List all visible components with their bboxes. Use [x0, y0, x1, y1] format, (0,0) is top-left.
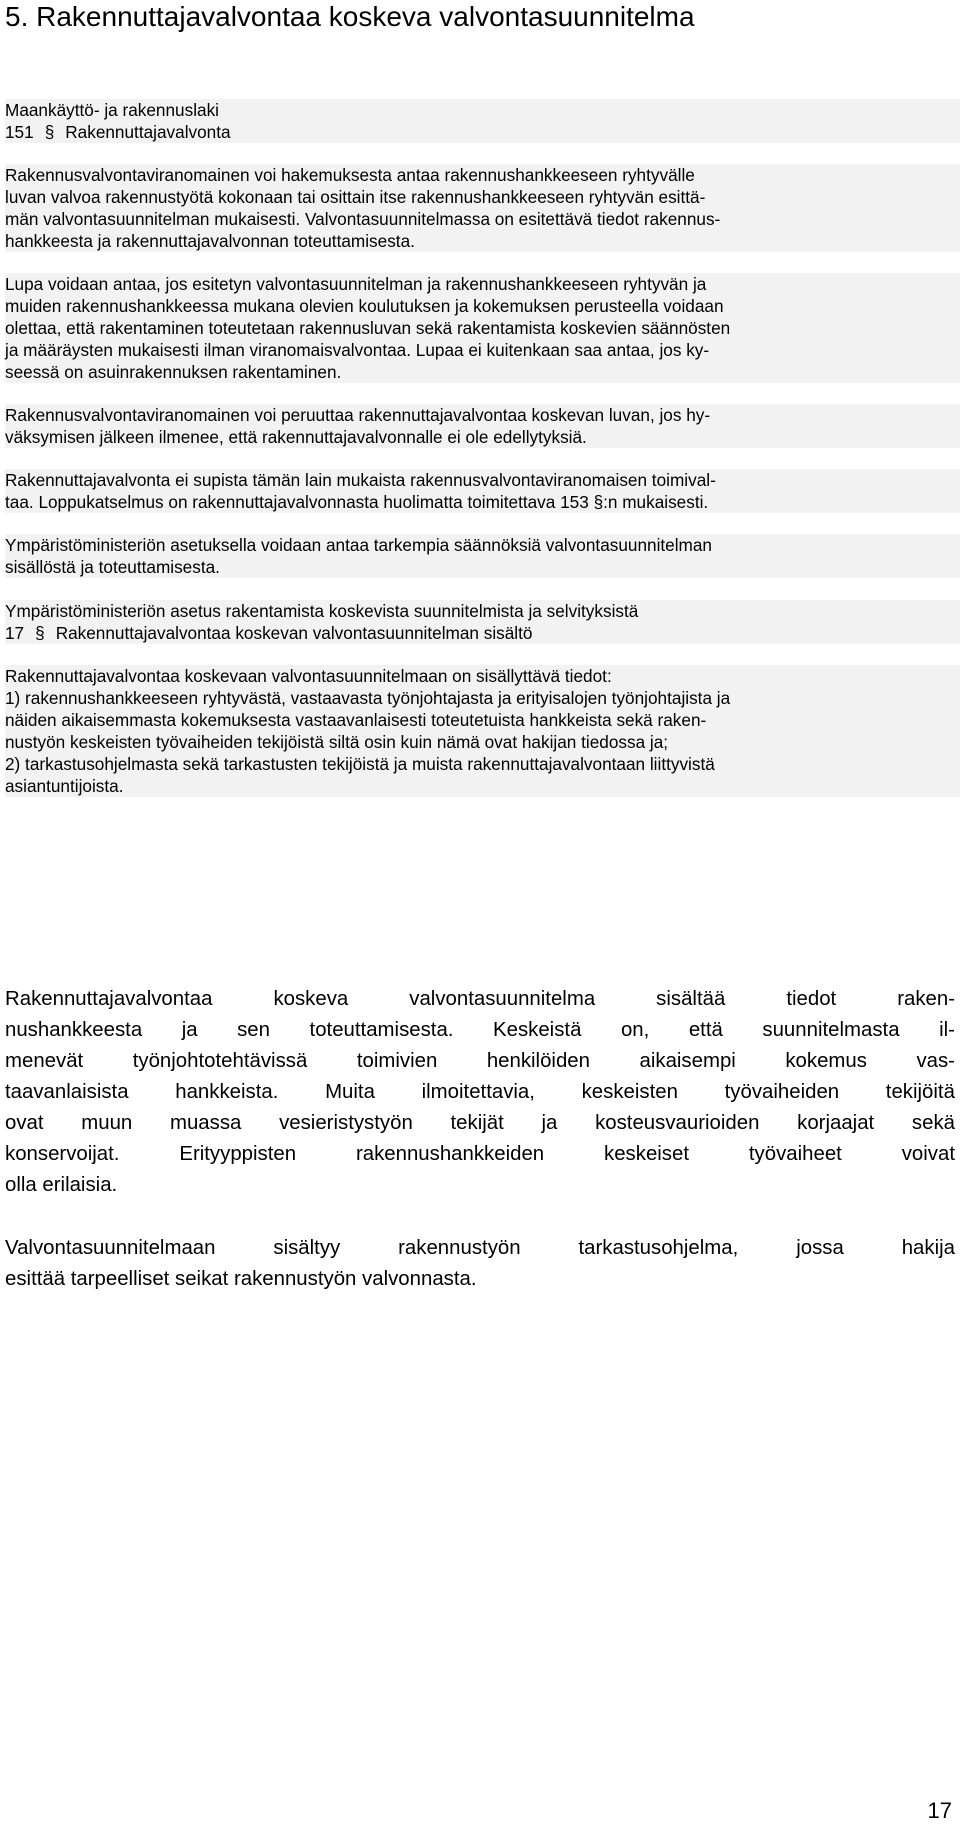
law-paragraph [5, 273, 960, 383]
legal-quote-box [5, 99, 960, 797]
decree-section-heading [5, 622, 960, 644]
text-line: Rakennuttajavalvontaa koskeva valvontasuunnitelma sisältää tiedot raken- [5, 988, 955, 1010]
text-line: asiantuntijoista. [5, 776, 124, 796]
text-line: olla erilaisia. [5, 1174, 118, 1196]
text-line: Ympäristöministeriön asetuksella voidaan antaa tarkempia säännöksiä valvontasuunnitelman [5, 535, 712, 555]
text-line: Rakennuttajavalvonta ei supista tämän lain mukaista rakennusvalvontaviranomaisen toimival- [5, 470, 716, 490]
body-paragraph [5, 984, 955, 1201]
law-section-heading [5, 121, 960, 143]
law-section-number: 151 [5, 122, 34, 142]
text-line: ja määräysten mukaisesti ilman viranomaisvalvontaa. Lupaa ei kuitenkaan saa antaa, jos ky- [5, 340, 710, 360]
text-line: muiden rakennushankkeessa mukana olevien koulutuksen ja kokemuksen perusteella voidaan [5, 296, 724, 316]
text-line: Lupa voidaan antaa, jos esitetyn valvontasuunnitelman ja rakennushankkeeseen ryhtyvän ja [5, 274, 707, 294]
section-sign-icon: § [44, 122, 55, 142]
law-paragraph [5, 469, 960, 513]
text-line: konservoijat. Erityyppisten rakennushankkeiden keskeiset työvaiheet voivat [5, 1143, 955, 1165]
law-section-title: Rakennuttajavalvonta [65, 122, 231, 142]
decree-section-title: Rakennuttajavalvontaa koskevan valvontasuunnitelman sisältö [55, 623, 533, 643]
section-sign-icon: § [35, 623, 45, 643]
decree-header [5, 600, 960, 644]
decree-section-number: 17 [5, 623, 25, 643]
text-line: menevät työnjohtotehtävissä toimivien henkilöiden aikaisempi kokemus vas- [5, 1050, 955, 1072]
law-paragraph [5, 164, 960, 252]
decree-content [5, 665, 960, 797]
text-line: ovat muun muassa vesieristystyön tekijät ja kosteusvaurioiden korjaajat sekä [5, 1112, 955, 1134]
text-line: män valvontasuunnitelman mukaisesti. Valvontasuunnitelmassa on esitettävä tiedot rakennus- [5, 209, 721, 229]
text-line: olettaa, että rakentaminen toteutetaan rakennusluvan sekä rakentamista koskevien säännösten [5, 318, 731, 338]
law-header [5, 99, 960, 143]
text-line: Rakennuttajavalvontaa koskevaan valvontasuunnitelmaan on sisällyttävä tiedot: [5, 666, 612, 686]
text-line: nushankkeesta ja sen toteuttamisesta. Keskeistä on, että suunnitelmasta il- [5, 1019, 955, 1041]
text-line: taavanlaisista hankkeista. Muita ilmoitettavia, keskeisten työvaiheiden tekijöitä [5, 1081, 955, 1103]
law-source: Maankäyttö- ja rakennuslaki [5, 100, 219, 120]
page-title: 5. Rakennuttajavalvontaa koskeva valvontasuunnitelma [5, 1, 695, 32]
law-paragraph [5, 534, 960, 578]
text-line: hankkeesta ja rakennuttajavalvonnan toteuttamisesta. [5, 231, 415, 251]
text-line: väksymisen jälkeen ilmenee, että rakennuttajavalvonnalle ei ole edellytyksiä. [5, 427, 587, 447]
text-line: esittää tarpeelliset seikat rakennustyön valvonnasta. [5, 1268, 477, 1290]
text-line: Rakennusvalvontaviranomainen voi hakemuksesta antaa rakennushankkeeseen ryhtyvälle [5, 165, 695, 185]
text-line: sisällöstä ja toteuttamisesta. [5, 557, 220, 577]
text-line: Valvontasuunnitelmaan sisältyy rakennustyön tarkastusohjelma, jossa hakija [5, 1237, 955, 1259]
page-number: 17 [927, 1798, 952, 1823]
body-paragraph [5, 1233, 955, 1295]
text-line: seessä on asuinrakennuksen rakentaminen. [5, 362, 342, 382]
text-line: nustyön keskeisten työvaiheiden tekijöistä siltä osin kuin nämä ovat hakijan tiedossa ja; [5, 732, 669, 752]
text-line: luvan valvoa rakennustyötä kokonaan tai osittain itse rakennushankkeeseen ryhtyvän esittä- [5, 187, 706, 207]
text-line: 1) rakennushankkeeseen ryhtyvästä, vastaavasta työnjohtajasta ja erityisalojen työnjohtajista ja [5, 688, 731, 708]
decree-source: Ympäristöministeriön asetus rakentamista koskevista suunnitelmista ja selvityksistä [5, 601, 639, 621]
text-line: näiden aikaisemmasta kokemuksesta vastaavanlaisesti toteutetuista hankkeista sekä raken- [5, 710, 707, 730]
text-line: Rakennusvalvontaviranomainen voi peruuttaa rakennuttajavalvontaa koskevan luvan, jos hy- [5, 405, 711, 425]
text-line: taa. Loppukatselmus on rakennuttajavalvonnasta huolimatta toimitettava 153 §:n mukaisesti. [5, 492, 709, 512]
law-paragraph [5, 404, 960, 448]
text-line: 2) tarkastusohjelmasta sekä tarkastusten tekijöistä ja muista rakennuttajavalvontaan liittyvistä [5, 754, 715, 774]
